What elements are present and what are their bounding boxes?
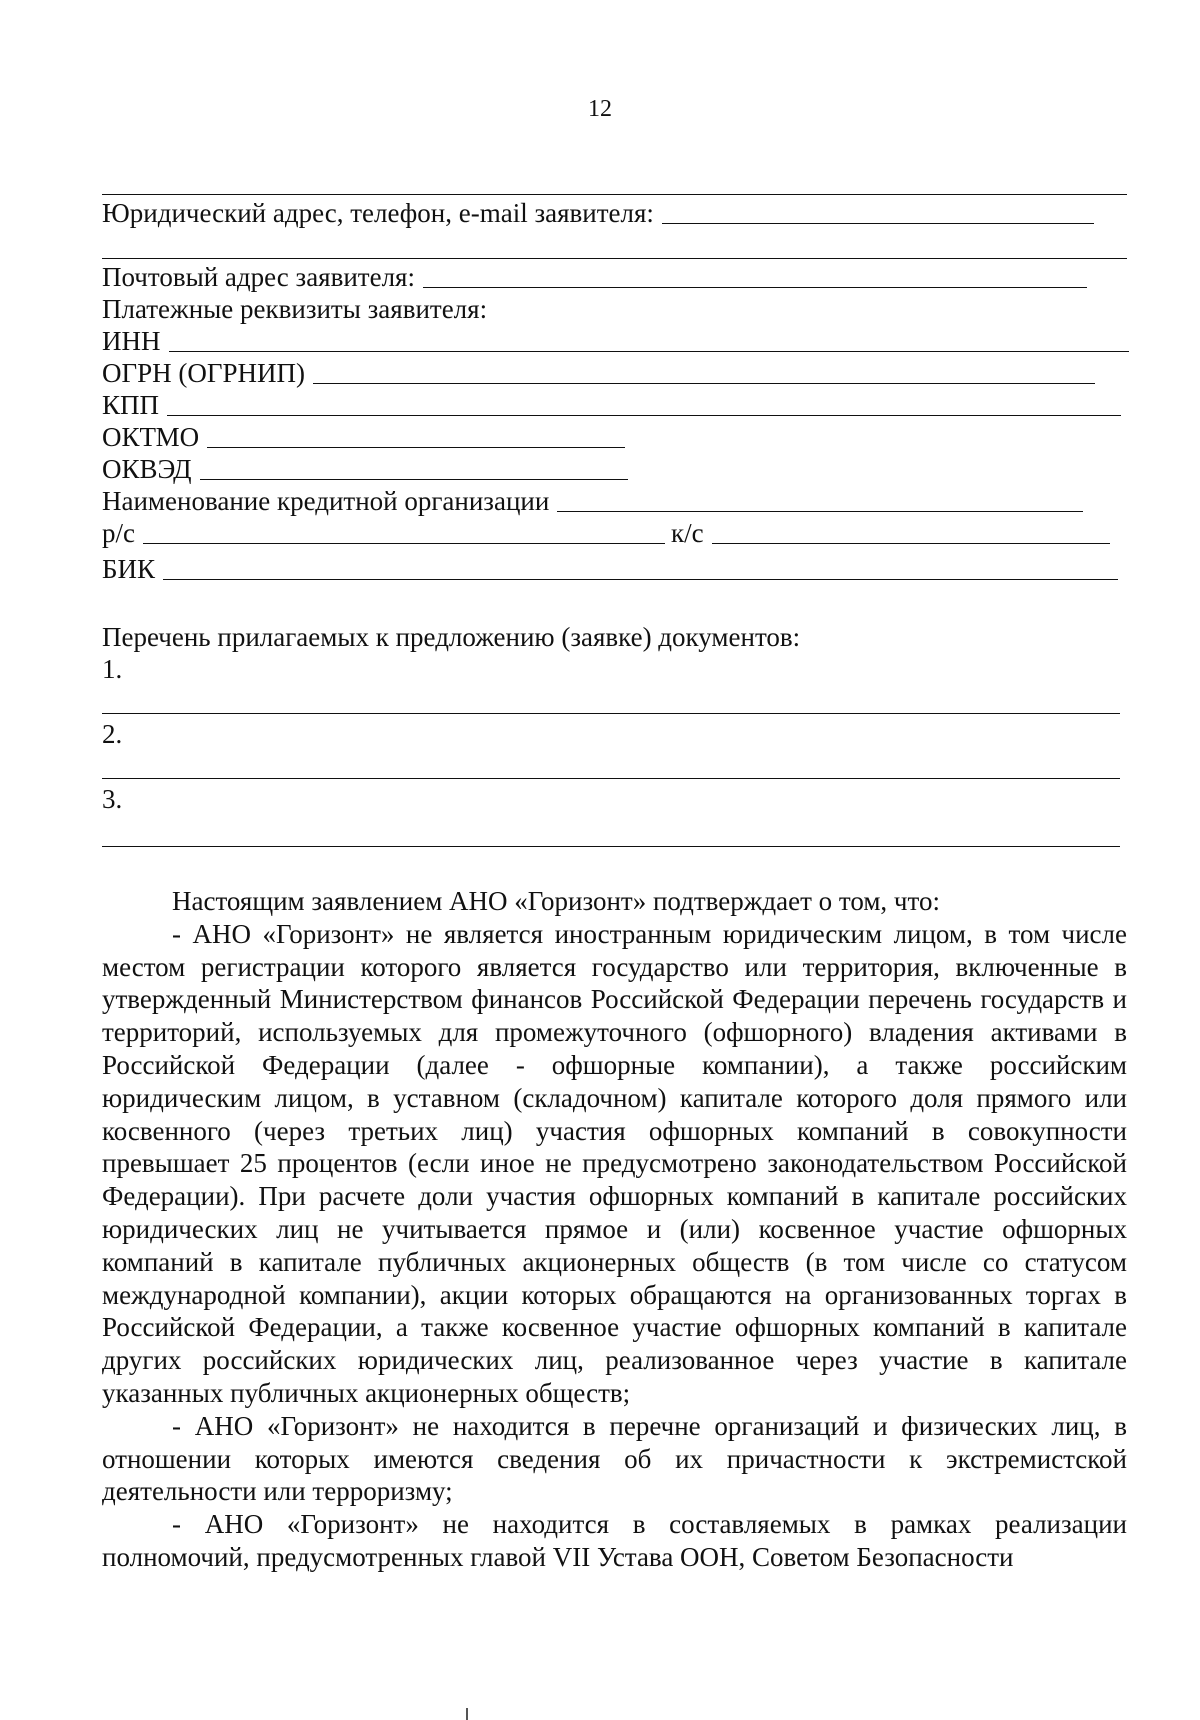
payment-details-label: Платежные реквизиты заявителя: xyxy=(102,294,488,324)
declaration-intro: Настоящим заявлением АНО «Горизонт» подтверждает о том, что: xyxy=(172,886,940,916)
payment-details-row xyxy=(102,292,487,326)
kpp-blank xyxy=(167,415,1121,416)
inn-row xyxy=(102,324,1129,358)
inn-label: ИНН xyxy=(102,326,161,356)
oktmo-row xyxy=(102,420,625,454)
documents-heading-row xyxy=(102,620,800,654)
document-item-number: 2. xyxy=(102,719,123,749)
documents-heading: Перечень прилагаемых к предложению (заявке) документов: xyxy=(102,622,801,652)
ogrn-blank xyxy=(313,383,1095,384)
legal-address-blank xyxy=(662,223,1094,224)
declaration-text xyxy=(102,885,1127,1574)
rs-label: р/с xyxy=(102,518,135,548)
blank-line xyxy=(102,778,1120,779)
declaration-item-un-sanctions: - АНО «Горизонт» не находится в составляемых в рамках реализации полномочий, предусмотренных главой VII Устава ООН, Советом Безопасности xyxy=(102,1509,1127,1572)
page-number: 12 xyxy=(588,96,612,122)
oktmo-blank xyxy=(207,447,625,448)
document-item-1 xyxy=(102,652,122,686)
okved-blank xyxy=(200,479,628,480)
oktmo-label: ОКТМО xyxy=(102,422,200,452)
blank-line xyxy=(102,713,1120,714)
scan-artifact xyxy=(466,1708,468,1720)
inn-blank xyxy=(169,351,1129,352)
postal-address-row xyxy=(102,260,1087,294)
ogrn-label: ОГРН (ОГРНИП) xyxy=(102,358,305,388)
postal-address-label: Почтовый адрес заявителя: xyxy=(102,262,415,292)
okved-label: ОКВЭД xyxy=(102,454,192,484)
blank-line xyxy=(102,258,1127,259)
legal-address-row xyxy=(102,196,1094,230)
rs-blank xyxy=(143,543,665,544)
ks-label: к/с xyxy=(671,518,704,548)
document-item-number: 3. xyxy=(102,784,123,814)
kpp-label: КПП xyxy=(102,390,160,420)
blank-line xyxy=(102,846,1120,847)
bik-blank xyxy=(163,579,1118,580)
declaration-item-offshore: - АНО «Горизонт» не является иностранным юридическим лицом, в том числе местом регистрации которого является государство или территория, включенные в утвержденный Министерством финансов Российской Федерации перечень государств и территорий, используемых для промежуточного (офшорного) владения активами в Российской Федерации (далее - офшорные компании), а также российским юридическим лицом, в уставном (складочном) капитале которого доля прямого или косвенного (через третьих лиц) участия офшорных компаний в совокупности превышает 25 процентов (если иное не предусмотрено законодательством Российской Федерации). При расчете доли участия офшорных компаний в капитале российских юридических лиц не учитывается прямое и (или) косвенное участие офшорных компаний в капитале публичных акционерных обществ (в том числе со статусом международной компании), акции которых обращаются на организованных торгах в Российской Федерации, а также косвенное участие офшорных компаний в капитале других российских юридических лиц, реализованное через участие в капитале указанных публичных акционерных обществ; xyxy=(102,918,1127,1408)
okved-row xyxy=(102,452,628,486)
bik-label: БИК xyxy=(102,554,156,584)
bank-name-blank xyxy=(557,511,1083,512)
document-item-number: 1. xyxy=(102,654,123,684)
legal-address-label: Юридический адрес, телефон, e-mail заявителя: xyxy=(102,198,654,228)
accounts-row xyxy=(102,516,1110,550)
bank-name-label: Наименование кредитной организации xyxy=(102,486,550,516)
blank-line xyxy=(102,194,1127,195)
ks-blank xyxy=(712,543,1110,544)
declaration-item-extremism: - АНО «Горизонт» не находится в перечне организаций и физических лиц, в отношении которых имеются сведения об их причастности к экстремистской деятельности или терроризму; xyxy=(102,1410,1127,1507)
kpp-row xyxy=(102,388,1121,422)
bank-name-row xyxy=(102,484,1083,518)
document-item-3 xyxy=(102,782,122,816)
bik-row xyxy=(102,552,1118,586)
ogrn-row xyxy=(102,356,1095,390)
document-item-2 xyxy=(102,717,122,751)
postal-address-blank xyxy=(423,287,1087,288)
